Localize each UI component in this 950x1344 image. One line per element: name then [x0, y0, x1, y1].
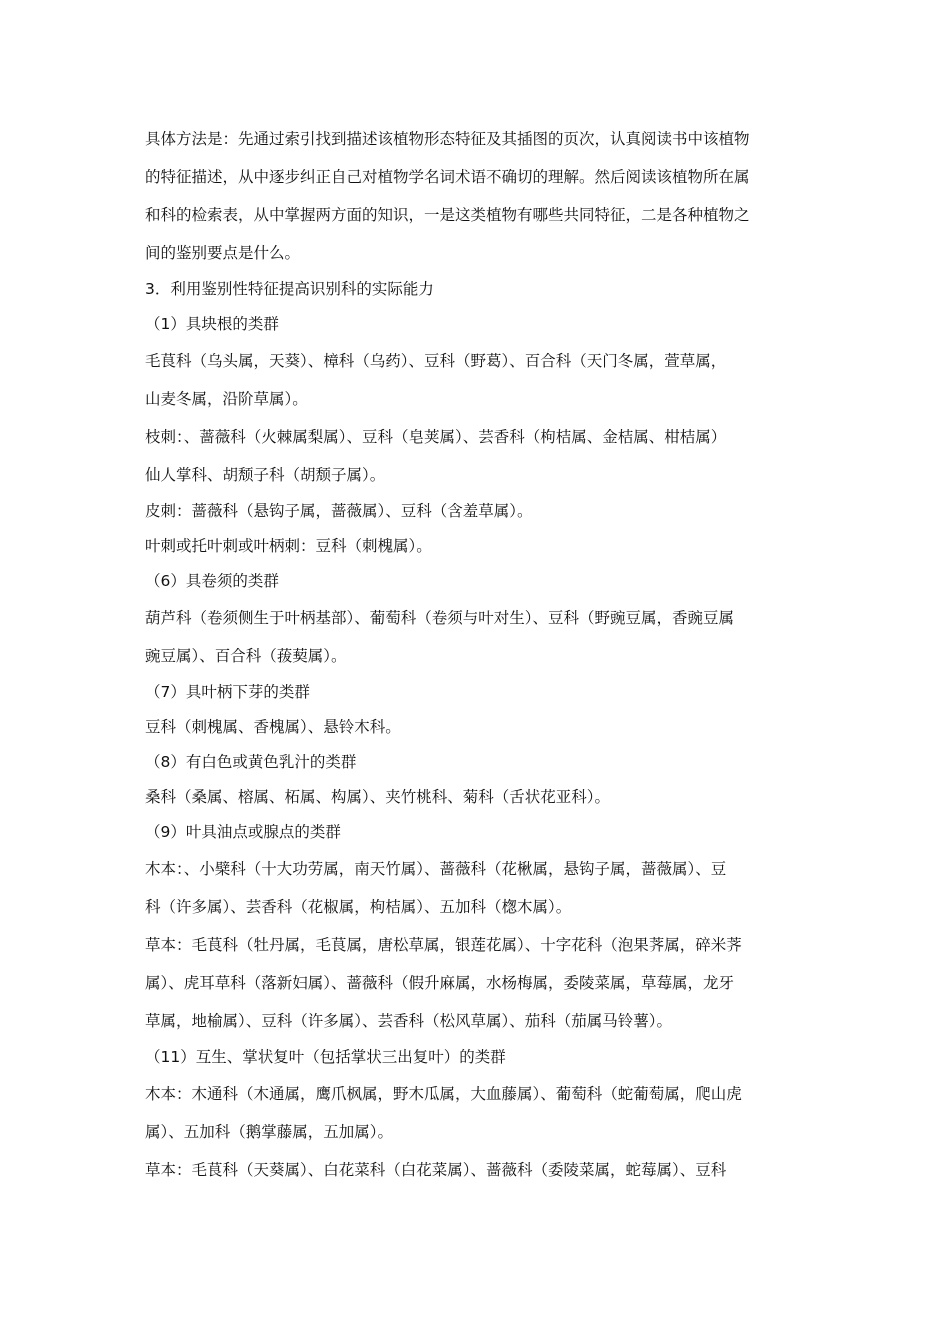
text-line: 属）、虎耳草科（落新妇属）、蔷薇科（假升麻属，水杨梅属，委陵菜属，草莓属，龙牙 [145, 974, 735, 992]
subsection-heading: （6）具卷须的类群 [145, 572, 279, 590]
paragraph-prickles: 皮刺：蔷薇科（悬钩子属，蔷薇属）、豆科（含羞草属）。 [145, 502, 533, 520]
text-line: 具体方法是：先通过索引找到描述该植物形态特征及其插图的页次，认真阅读书中该植物 [145, 130, 750, 148]
paragraph-woody-oil-dots [145, 850, 810, 926]
subsection-heading: （7）具叶柄下芽的类群 [145, 683, 310, 701]
text-line: 木本：木通科（木通属，鹰爪枫属，野木瓜属，大血藤属）、葡萄科（蛇葡萄属，爬山虎 [145, 1085, 742, 1103]
text-line: 草属，地榆属）、豆科（许多属）、芸香科（松风草属）、茄科（茄属马铃薯）。 [145, 1012, 673, 1030]
text-line: 毛茛科（乌头属，天葵）、樟科（乌药）、豆科（野葛）、百合科（天门冬属，萱草属， [145, 352, 727, 370]
subsection-heading: （8）有白色或黄色乳汁的类群 [145, 753, 357, 771]
text-line: 间的鉴别要点是什么。 [145, 244, 301, 262]
text-line: 仙人掌科、胡颓子科（胡颓子属）。 [145, 466, 386, 484]
subsection-heading: （11）互生、掌状复叶（包括掌状三出复叶）的类群 [145, 1048, 506, 1066]
text-line: 的特征描述，从中逐步纠正自己对植物学名词术语不确切的理解。然后阅读该植物所在属 [145, 168, 750, 186]
text-line: 枝刺：、蔷薇科（火棘属梨属）、豆科（皂荚属）、芸香科（枸桔属、金桔属、柑桔属） [145, 428, 727, 446]
text-line: 和科的检索表，从中掌握两方面的知识，一是这类植物有哪些共同特征，二是各种植物之 [145, 206, 750, 224]
paragraph-latex: 桑科（桑属、榕属、柘属、构属）、夹竹桃科、菊科（舌状花亚科）。 [145, 788, 611, 806]
text-line: 草本：毛茛科（牡丹属，毛茛属，唐松草属，银莲花属）、十字花科（泡果荠属，碎米荠 [145, 936, 742, 954]
subsection-heading: （1）具块根的类群 [145, 315, 279, 333]
paragraph-leaf-spines: 叶刺或托叶刺或叶柄刺：豆科（刺槐属）。 [145, 537, 432, 555]
paragraph-woody-palmate [145, 1075, 810, 1151]
paragraph-tuberous-roots [145, 342, 810, 418]
paragraph-herb-oil-dots [145, 926, 810, 1040]
text-line: 属）、五加科（鹅掌藤属，五加属）。 [145, 1123, 394, 1141]
subsection-heading: （9）叶具油点或腺点的类群 [145, 823, 341, 841]
text-line: 葫芦科（卷须侧生于叶柄基部）、葡萄科（卷须与叶对生）、豆科（野豌豆属，香豌豆属 [145, 609, 735, 627]
paragraph-tendrils [145, 599, 810, 675]
document-body [145, 120, 810, 1189]
text-line: 科（许多属）、芸香科（花椒属，枸桔属）、五加科（楤木属）。 [145, 898, 572, 916]
text-line: 山麦冬属，沿阶草属）。 [145, 390, 308, 408]
text-line: 草本：毛茛科（天葵属）、白花菜科（白花菜属）、蔷薇科（委陵菜属，蛇莓属）、豆科 [145, 1161, 727, 1179]
paragraph-branch-thorns [145, 418, 810, 494]
text-line: 豌豆属）、百合科（菝葜属）。 [145, 647, 347, 665]
text-line: 木本：、小檗科（十大功劳属，南天竹属）、蔷薇科（花楸属，悬钩子属，蔷薇属）、豆 [145, 860, 727, 878]
section-heading: 3．利用鉴别性特征提高识别科的实际能力 [145, 280, 434, 298]
paragraph-petiole-buds: 豆科（刺槐属、香槐属）、悬铃木科。 [145, 718, 401, 736]
paragraph-method [145, 120, 810, 272]
paragraph-herb-palmate [145, 1151, 810, 1189]
